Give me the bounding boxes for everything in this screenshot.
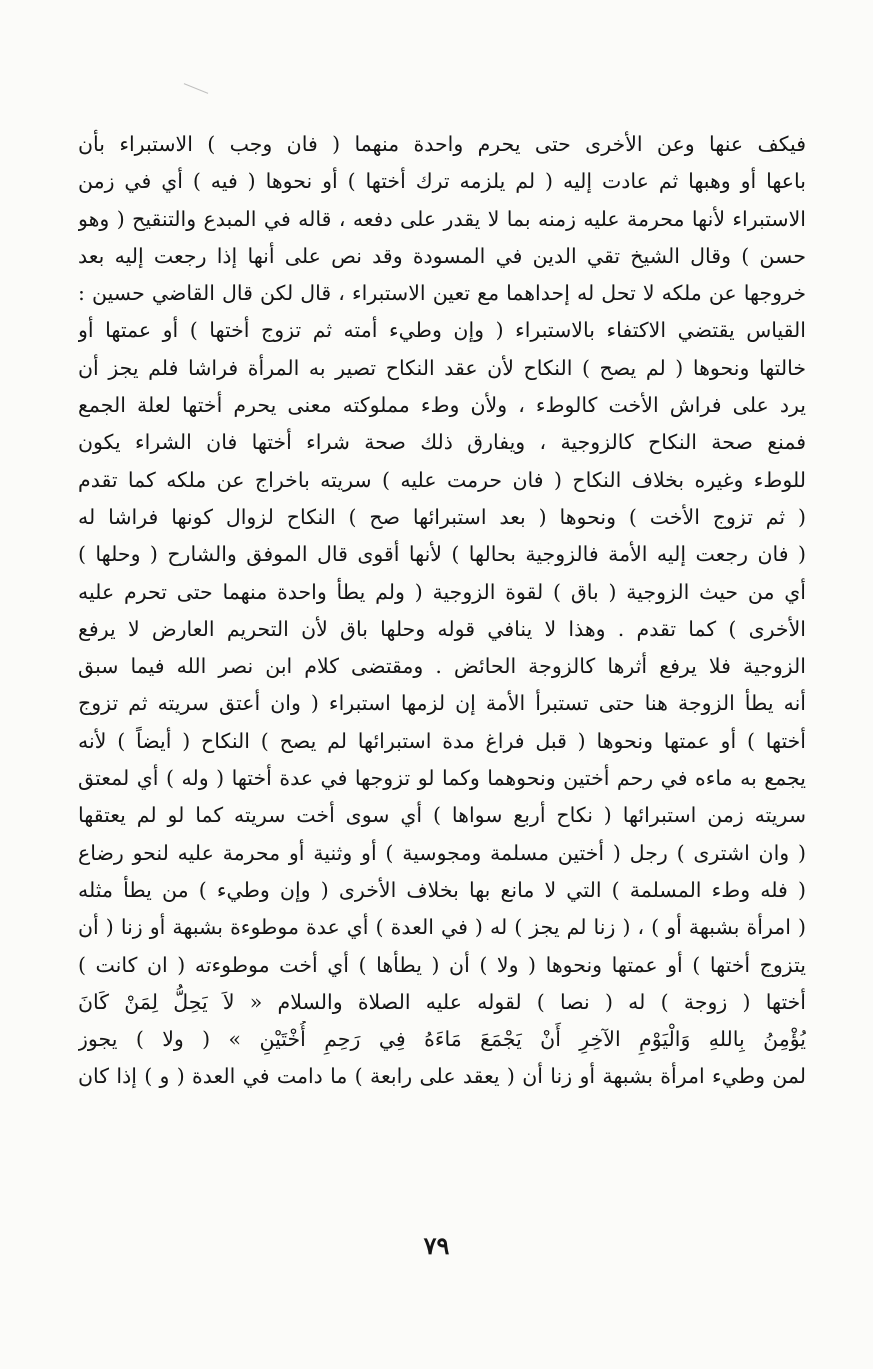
body-text — [78, 126, 806, 1096]
text-line: ( فان رجعت إليه الأمة فالزوجية بحالها ) لأنها أقوى قال الموفق والشارح ( وحلها ) — [78, 542, 806, 567]
text-line: لمن وطيء امرأة بشبهة أو زنا أن ( يعقد على رابعة ) ما دامت في العدة ( و ) إذا كان — [78, 1064, 806, 1089]
text-line: ( امرأة بشبهة أو ) ، ( زنا لم يجز ) له ( في العدة ) أي عدة موطوءة بشبهة أو زنا ( أن — [78, 915, 806, 940]
text-line: للوطء وغيره بخلاف النكاح ( فان حرمت عليه ) سريته باخراج عن ملكه كما تقدم — [78, 467, 806, 492]
text-line: خالتها ونحوها ( لم يصح ) النكاح لأن عقد النكاح تصير به المرأة فراشا فلم يجز أن — [78, 355, 806, 380]
text-line: باعها أو وهبها ثم عادت إليه ( لم يلزمه ترك أختها ) أو نحوها ( فيه ) أي في زمن — [78, 169, 806, 194]
text-line: سريته زمن استبرائها ( نكاح أربع سواها ) أي سوى أخت سريته كما لو لم يعتقها — [78, 803, 806, 828]
text-line: أختها ( زوجة ) له ( نصا ) لقوله عليه الصلاة والسلام « لاَ يَحِلُّ لِمَنْ كَانَ — [78, 989, 806, 1014]
text-line: الزوجية فلا يرفع أثرها كالزوجة الحائض . ومقتضى كلام ابن نصر الله فيما سبق — [78, 654, 806, 679]
text-line: ( فله وطء المسلمة ) التي لا مانع بها بخلاف الأخرى ( وإن وطيء ) من يطأ مثله — [78, 877, 806, 902]
text-line: حسن ) وقال الشيخ تقي الدين في المسودة وقد نص على أنها إذا رجعت إليه بعد — [78, 243, 806, 268]
text-line: الاستبراء لأنها محرمة عليه زمنه بما لا يقدر على دفعه ، قاله في المبدع والتنقيح ( وهو — [78, 206, 806, 231]
scan-artifact — [184, 83, 208, 94]
text-line: يتزوج أختها ) أو عمتها ونحوها ( ولا ) أن ( يطأها ) أي أخت موطوءته ( ان كانت ) — [78, 952, 806, 977]
text-line: فيكف عنها وعن الأخرى حتى يحرم واحدة منهما ( فان وجب ) الاستبراء بأن — [78, 132, 806, 156]
text-line: يرد على فراش الأخت كالوطء ، ولأن وطء مملوكته معنى يحرم أختها لعلة الجمع — [78, 393, 806, 418]
text-line: ( وان اشترى ) رجل ( أختين مسلمة ومجوسية ) أو وثنية أو محرمة عليه لنحو رضاع — [78, 840, 806, 865]
text-line: القياس يقتضي الاكتفاء بالاستبراء ( وإن وطيء أمته ثم تزوج أختها ) أو عمتها أو — [78, 318, 806, 343]
text-line: خروجها عن ملكه لا تحل له إحداهما مع تعين الاستبراء ، قال لكن قال القاضي حسين : — [78, 281, 806, 306]
text-line: أي من حيث الزوجية ( باق ) لقوة الزوجية ( ولم يطأ واحدة منهما حتى تحرم عليه — [78, 579, 806, 604]
text-line: أنه يطأ الزوجة هنا حتى تستبرأ الأمة إن لزمها استبراء ( وان أعتق سريته ثم تزوج — [78, 691, 806, 716]
text-line: أختها ) أو عمتها ونحوها ( قبل فراغ مدة استبرائها لم يصح ) النكاح ( أيضاً ) لأنه — [78, 728, 806, 753]
text-line: يُؤْمِنُ بِاللهِ وَالْيَوْمِ الآخِرِ أَنْ يَجْمَعَ مَاءَهُ فِي رَحِمِ أُخْتَيْنِ » ( ولا ) يجوز — [78, 1027, 806, 1052]
page-number: ٧٩ — [423, 1231, 450, 1260]
text-line: الأخرى ) كما تقدم . وهذا لا ينافي قوله وحلها باق لأن التحريم العارض لا يرفع — [78, 616, 806, 641]
text-line: فمنع صحة النكاح كالزوجية ، ويفارق ذلك صحة شراء أختها فان الشراء يكون — [78, 430, 806, 455]
text-line: ( ثم تزوج الأخت ) ونحوها ( بعد استبرائها صح ) النكاح لزوال كونها فراشا له — [78, 504, 806, 529]
text-line: يجمع به ماءه في رحم أختين ونحوهما وكما لو تزوجها في عدة أختها ( وله ) أي لمعتق — [78, 766, 806, 791]
